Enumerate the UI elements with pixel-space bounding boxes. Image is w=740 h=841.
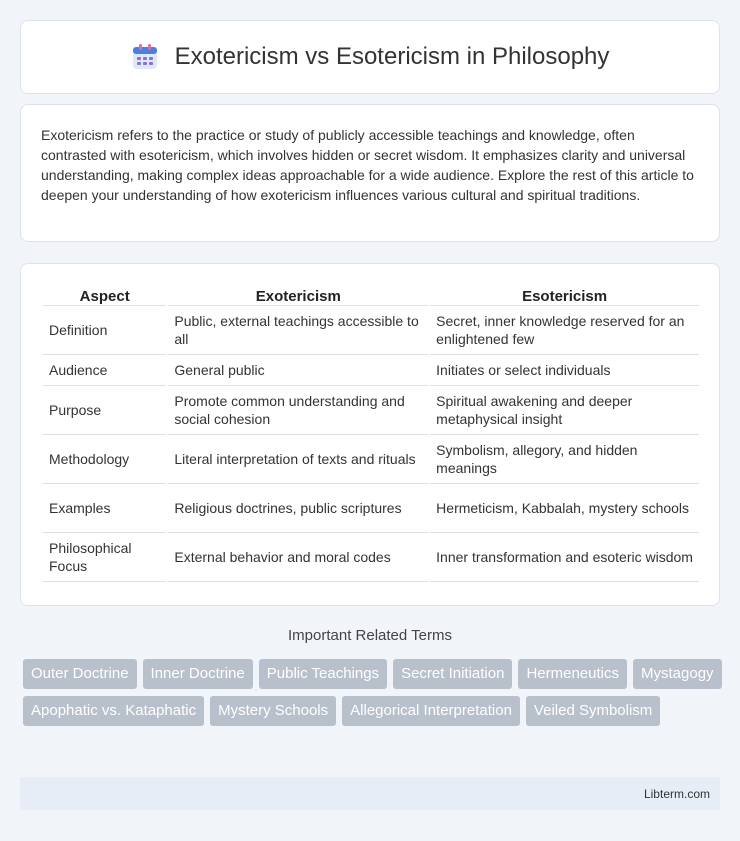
table-row	[43, 484, 699, 533]
table-cell: Initiates or select individuals	[430, 355, 699, 386]
table-cell: Audience	[43, 355, 166, 386]
related-term-tag[interactable]: Public Teachings	[259, 659, 387, 689]
title-card	[20, 20, 720, 94]
related-terms-title: Important Related Terms	[288, 627, 452, 644]
table-cell: Definition	[43, 306, 166, 355]
table-cell: Symbolism, allegory, and hidden meanings	[430, 435, 699, 484]
related-term-tag[interactable]: Hermeneutics	[518, 659, 627, 689]
header-aspect: Aspect	[43, 284, 166, 306]
related-term-tag[interactable]: Inner Doctrine	[143, 659, 253, 689]
table-cell: Examples	[43, 484, 166, 533]
header-esotericism: Esotericism	[430, 284, 699, 306]
footer	[20, 777, 720, 810]
table-cell: Public, external teachings accessible to all	[168, 306, 428, 355]
table-cell: Religious doctrines, public scriptures	[168, 484, 428, 533]
table-cell: Inner transformation and esoteric wisdom	[430, 533, 699, 582]
table-cell: Secret, inner knowledge reserved for an enlightened few	[430, 306, 699, 355]
table-cell: External behavior and moral codes	[168, 533, 428, 582]
related-term-tag[interactable]: Allegorical Interpretation	[342, 696, 520, 726]
table-row	[43, 435, 699, 484]
related-term-tag[interactable]: Veiled Symbolism	[526, 696, 660, 726]
intro-text: Exotericism refers to the practice or study of publicly accessible teachings and knowledge, often contrasted with esotericism, which involves hidden or secret wisdom. It emphasizes clarity and universal understanding, making complex ideas approachable for a wide audience. Explore the rest of this article to deepen your understanding of how exotericism influences various cultural and spiritual traditions.	[41, 127, 694, 203]
table-cell: Hermeticism, Kabbalah, mystery schools	[430, 484, 699, 533]
table-cell: Promote common understanding and social cohesion	[168, 386, 428, 435]
comparison-table	[41, 284, 701, 582]
table-cell: Philosophical Focus	[43, 533, 166, 582]
intro-card	[20, 104, 720, 242]
table-header-row	[43, 284, 699, 306]
related-term-tag[interactable]: Mystery Schools	[210, 696, 336, 726]
related-term-tag[interactable]: Apophatic vs. Kataphatic	[23, 696, 204, 726]
table-row	[43, 386, 699, 435]
table-cell: General public	[168, 355, 428, 386]
table-cell: Methodology	[43, 435, 166, 484]
table-row	[43, 355, 699, 386]
related-term-tag[interactable]: Secret Initiation	[393, 659, 512, 689]
page-title: Exotericism vs Esotericism in Philosophy	[174, 43, 610, 70]
related-terms-list	[23, 659, 723, 726]
footer-site-link[interactable]: Libterm.com	[643, 786, 710, 801]
comparison-table-card	[20, 263, 720, 606]
calendar-grid-icon	[131, 43, 159, 71]
related-term-tag[interactable]: Mystagogy	[633, 659, 722, 689]
header-exotericism: Exotericism	[168, 284, 428, 306]
table-cell: Spiritual awakening and deeper metaphysical insight	[430, 386, 699, 435]
table-cell: Purpose	[43, 386, 166, 435]
table-cell: Literal interpretation of texts and rituals	[168, 435, 428, 484]
related-term-tag[interactable]: Outer Doctrine	[23, 659, 137, 689]
table-row	[43, 306, 699, 355]
table-row	[43, 533, 699, 582]
